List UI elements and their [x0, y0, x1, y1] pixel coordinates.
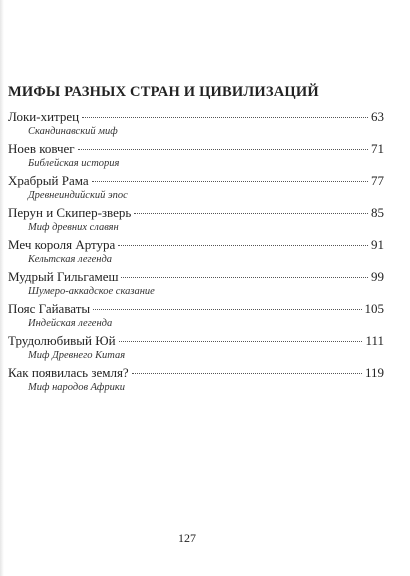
toc-entry-line: [8, 205, 384, 222]
toc-entry-page: 105: [364, 301, 384, 316]
toc-entry-line: [8, 173, 384, 190]
toc-entry[interactable]: [8, 109, 384, 141]
toc-entry[interactable]: [8, 301, 384, 333]
toc-entry-title: Как появилась земля?: [8, 365, 129, 380]
toc-entry-line: [8, 237, 384, 254]
toc-entry[interactable]: [8, 333, 384, 365]
toc-entry[interactable]: [8, 141, 384, 173]
page-edge: [0, 0, 4, 576]
toc-entry-subtitle: Миф народов Африки: [28, 382, 126, 393]
toc-entry-page: 111: [365, 333, 384, 348]
dot-leader: [119, 341, 363, 342]
toc-entry-line: [8, 301, 384, 318]
table-of-contents: [8, 109, 384, 397]
toc-entry-subtitle: Миф Древнего Китая: [28, 350, 126, 361]
toc-entry-title: Локи-хитрец: [8, 109, 80, 124]
toc-entry-title: Трудолюбивый Юй: [8, 333, 116, 348]
toc-entry-subtitle: Скандинавский миф: [28, 126, 118, 137]
toc-entry-title: Меч короля Артура: [8, 237, 116, 252]
toc-entry-subtitle: Шумеро-аккадское сказание: [28, 286, 155, 297]
dot-leader: [92, 181, 368, 182]
dot-leader: [121, 277, 368, 278]
toc-entry-title: Мудрый Гильгамеш: [8, 269, 119, 284]
dot-leader: [134, 213, 368, 214]
toc-entry-title: Храбрый Рама: [8, 173, 89, 188]
toc-entry[interactable]: [8, 237, 384, 269]
toc-entry-page: 91: [371, 237, 384, 252]
toc-entry-page: 85: [371, 205, 384, 220]
dot-leader: [132, 373, 362, 374]
page-number: 127: [178, 531, 196, 545]
toc-entry[interactable]: [8, 269, 384, 301]
toc-entry-line: [8, 141, 384, 158]
toc-entry[interactable]: [8, 173, 384, 205]
toc-entry-title: Пояс Гайаваты: [8, 301, 91, 316]
toc-entry-line: [8, 109, 384, 126]
toc-entry-page: 63: [371, 109, 384, 124]
toc-entry-page: 77: [371, 173, 384, 188]
section-title: МИФЫ РАЗНЫХ СТРАН И ЦИВИЛИЗАЦИЙ: [8, 84, 319, 100]
dot-leader: [118, 245, 368, 246]
dot-leader: [93, 309, 361, 310]
toc-entry-page: 119: [364, 365, 384, 380]
toc-entry-subtitle: Кельтская легенда: [28, 254, 113, 265]
toc-entry-subtitle: Индейская легенда: [28, 318, 113, 329]
toc-entry-subtitle: Библейская история: [28, 158, 120, 169]
toc-entry-title: Перун и Скипер-зверь: [8, 205, 132, 220]
toc-entry-line: [8, 333, 384, 350]
toc-entry-subtitle: Миф древних славян: [28, 222, 119, 233]
dot-leader: [82, 117, 368, 118]
toc-entry[interactable]: [8, 365, 384, 397]
toc-entry-line: [8, 365, 384, 382]
toc-entry-page: 71: [371, 141, 384, 156]
toc-entry-subtitle: Древнеиндийский эпос: [28, 190, 128, 201]
toc-entry-page: 99: [371, 269, 384, 284]
dot-leader: [78, 149, 368, 150]
toc-entry-title: Ноев ковчег: [8, 141, 75, 156]
toc-entry-line: [8, 269, 384, 286]
toc-entry[interactable]: [8, 205, 384, 237]
